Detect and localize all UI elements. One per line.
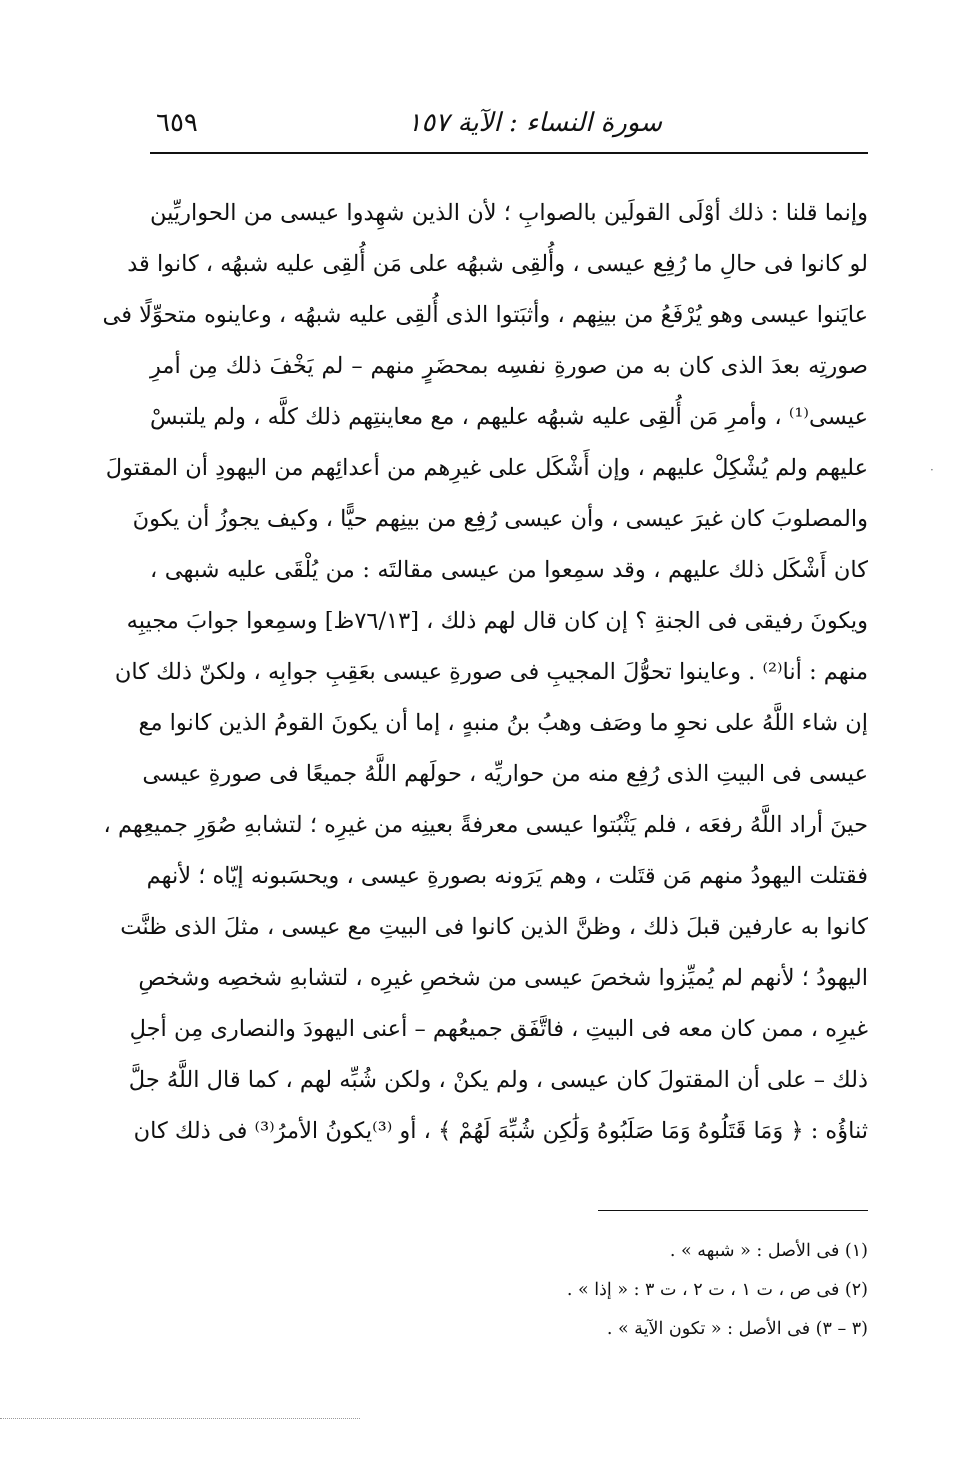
text-line: ذلك – على أن المقتولَ كان عيسى ، ولم يكنْ ، ولكن شُبِّه لهم ، كما قال اللَّهُ جلَّ xyxy=(128,1067,868,1093)
text-line: عيسى فى البيتِ الذى رُفِع منه من حواريِّه ، حولَهم اللَّهُ جميعًا فى صورةِ عيسى xyxy=(142,761,868,787)
scan-speck: · xyxy=(930,463,934,477)
footnote-item: (١) فى الأصل : « شبهه » . xyxy=(669,1241,868,1261)
main-text xyxy=(102,188,868,1157)
text-line: والمصلوبَ كان غيرَ عيسى ، وأن عيسى رُفِع من بينِهم حيًّا ، وكيف يجوزُ أن يكونَ xyxy=(132,506,868,532)
text-line: صورتِه بعدَ الذى كان به من صورةِ نفسِه بمحضَرٍ منهم – لم يَخْفَ ذلك مِن أمرِ xyxy=(150,353,868,379)
footnote-item: (٢) فى ص ، ت ١ ، ت ٢ ، ت ٣ : « إذا » . xyxy=(566,1280,868,1300)
running-header xyxy=(150,108,868,148)
text-line: كانوا به عارفين قبلَ ذلك ، وظنَّ الذين كانوا فى البيتِ مع عيسى ، مثلَ الذى ظنَّت xyxy=(120,914,868,940)
page-number: ٦٥٩ xyxy=(156,108,198,138)
footnote-divider xyxy=(598,1210,868,1211)
text-line: عيسى⁽¹⁾ ، وأمرِ مَن أُلقِى عليه شبهُه عليهم ، مع معاينتِهم ذلك كلَّه ، ولم يلتبسْ xyxy=(150,404,868,430)
text-line: وإنما قلنا : ذلك أوْلَى القولَين بالصوابِ ؛ لأن الذين شهِدوا عيسى من الحواريِّين xyxy=(150,200,868,226)
text-line: عليهم ولم يُشْكِلْ عليهم ، وإن أَشْكَل على غيرِهم من أعدائِهم من اليهودِ أن المقتولَ xyxy=(105,455,868,481)
text-line: اليهودُ ؛ لأنهم لم يُميِّزوا شخصَ عيسى من شخصِ غيرِه ، لتشابهِ شخصِه وشخصِ xyxy=(138,965,868,991)
scan-edge-artifact xyxy=(0,1418,360,1419)
footnotes xyxy=(150,1232,868,1349)
text-line: ويكونَ رفيقى فى الجنةِ ؟ إن كان قال لهم ذلك ، [٧٦/١٣ظ] وسمِعوا جوابَ مجيبِه xyxy=(126,608,868,634)
footnote-item: (٣ – ٣) فى الأصل : « تكون الآية » . xyxy=(606,1319,868,1339)
text-line: إن شاء اللَّهُ على نحوِ ما وصَف وهبُ بنُ منبهٍ ، إما أن يكونَ القومُ الذين كانوا مع xyxy=(138,710,868,736)
surah-verse-title: سورة النساء : الآية ١٥٧ xyxy=(407,108,662,138)
text-line: فقتلت اليهودُ منهم مَن قتَلت ، وهم يَرَونه بصورةِ عيسى ، ويحسَبونه إيّاه ؛ لأنهم xyxy=(146,863,868,889)
text-line: حينَ أراد اللَّهُ رفعَه ، فلم يَثْبُتوا عيسى معرفةً بعينِه من غيرِه ؛ لتشابهِ صُوَرِ جميعِهم ، xyxy=(103,812,868,838)
text-line: منهم : أنا⁽²⁾ . وعاينوا تحوُّلَ المجيبِ فى صورةِ عيسى بعَقِبِ جوابِه ، ولكنّ ذلك كان xyxy=(114,659,868,685)
text-line: عايَنوا عيسى وهو يُرْفَعُ من بينِهم ، وأثبَتوا الذى أُلقِى عليه شبهُه ، وعاينوه متحوِّلًا فى xyxy=(102,302,868,328)
header-divider xyxy=(150,152,868,154)
text-line: غيرِه ، ممن كان معه فى البيتِ ، فاتَّفَق جميعُهم – أعنى اليهودَ والنصارى مِن أجلِ xyxy=(129,1016,868,1042)
text-line: لو كانوا فى حالِ ما رُفِع عيسى ، وأُلقِى شبهُه على مَن أُلقِى عليه شبهُه ، كانوا قد xyxy=(127,251,868,277)
text-line: ثناؤُه : ﴿ وَمَا قَتَلُوهُ وَمَا صَلَبُوهُ وَلَٰكِن شُبِّهَ لَهُمْ ﴾ ، أو ⁽³⁾يكونُ الأمرُ⁽³⁾ فى ذلك كان xyxy=(133,1118,868,1144)
text-line: كان أَشْكَل ذلك عليهم ، وقد سمِعوا من عيسى مقالتَه : من يُلْقَى عليه شبهى ، xyxy=(150,557,868,583)
